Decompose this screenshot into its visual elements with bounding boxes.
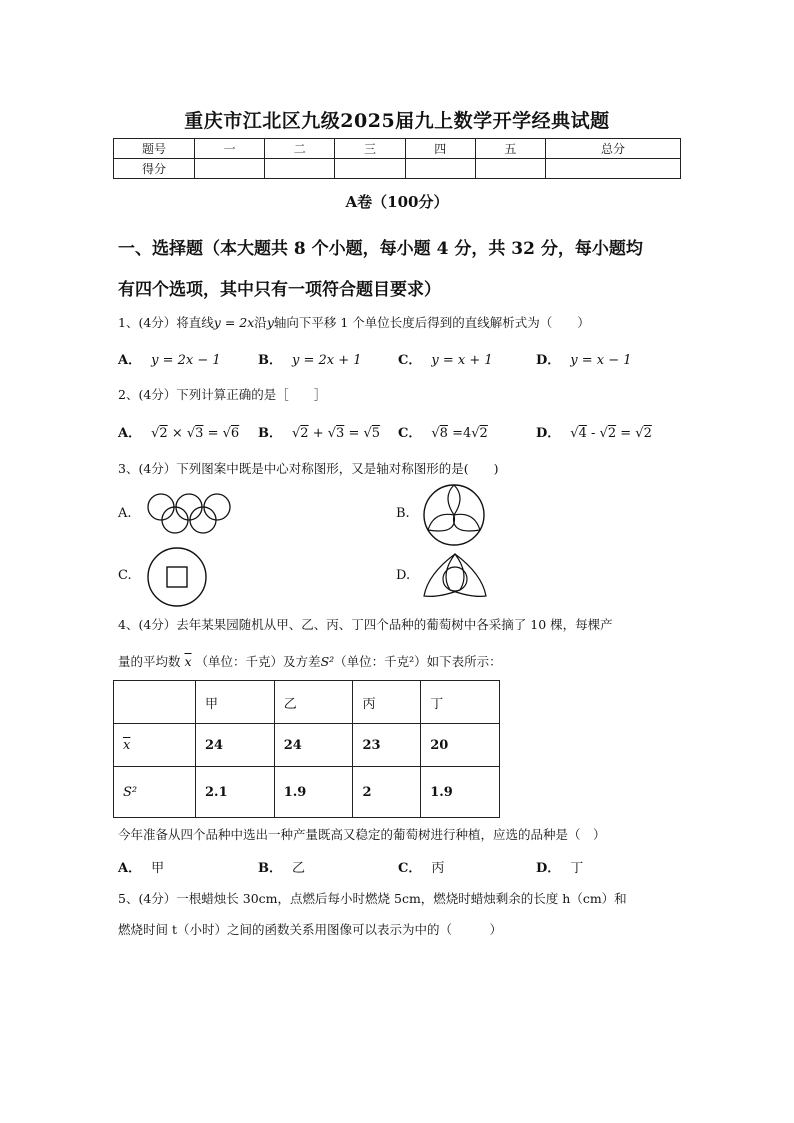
- variance-cell: 1.9: [421, 767, 500, 818]
- question-3: 3、(4分）下列图案中既是中心对称图形，又是轴对称图形的是( ): [118, 461, 499, 476]
- variance-cell: 2.1: [196, 767, 275, 818]
- coin-square-figure: [146, 546, 208, 608]
- q4-option-a[interactable]: A． 甲: [118, 861, 165, 876]
- question-4-prompt: 今年准备从四个品种中选出一种产量既高又稳定的葡萄树进行种植，应选的品种是（ ）: [118, 827, 606, 842]
- question-2: 2、(4分）下列计算正确的是［ ］: [118, 387, 327, 402]
- variance-row-label: S²: [114, 767, 196, 818]
- question-4-line1: 4、(4分）去年某果园随机从甲、乙、丙、丁四个品种的葡萄树中各采摘了 10 棵，每棵产: [118, 617, 613, 632]
- triquetra-figure: [420, 552, 490, 600]
- page-title: 重庆市江北区九级2025届九上数学开学经典试题: [184, 110, 610, 132]
- section-heading-line1: 一、选择题（本大题共 8 个小题，每小题 4 分，共 32 分，每小题均: [118, 239, 643, 259]
- q4-option-d[interactable]: D． 丁: [536, 861, 584, 876]
- table-row: [114, 767, 500, 818]
- data-header-cell: 丁: [421, 681, 500, 724]
- table-row: [114, 724, 500, 767]
- data-header-cell: [114, 681, 196, 724]
- q1-mid: 沿: [254, 315, 267, 330]
- score-header-cell: 二: [265, 139, 335, 159]
- score-cell[interactable]: [335, 159, 405, 179]
- q1-prefix: 1、(4分）将直线: [118, 315, 214, 330]
- table-row: [114, 139, 681, 159]
- mean-cell: 24: [196, 724, 275, 767]
- variety-data-table: [113, 680, 500, 818]
- score-header-cell: 题号: [114, 139, 195, 159]
- data-header-cell: 甲: [196, 681, 275, 724]
- score-cell[interactable]: [195, 159, 265, 179]
- q2-option-c[interactable]: C． √8 =4√2: [398, 426, 488, 441]
- q1-suffix: 轴向下平移 1 个单位长度后得到的直线解析式为（ ）: [273, 315, 590, 330]
- question-5-line1: 5、(4分）一根蜡烛长 30cm，点燃后每小时燃烧 5cm，燃烧时蜡烛剩余的长度 h（cm）和: [118, 891, 627, 906]
- score-header-cell: 四: [405, 139, 475, 159]
- q4-option-b[interactable]: B． 乙: [258, 861, 306, 876]
- q3-option-c-label[interactable]: C.: [118, 568, 132, 583]
- q1-equation: y = 2x: [213, 315, 255, 330]
- score-header-cell: 五: [475, 139, 545, 159]
- three-petal-circle-figure: [422, 483, 486, 547]
- score-header-cell: 三: [335, 139, 405, 159]
- mean-cell: 20: [421, 724, 500, 767]
- score-header-cell: 一: [195, 139, 265, 159]
- mean-row-label: $\overline{x}$: [114, 724, 196, 767]
- question-4-line2: 量的平均数 $\overline{x}$ （单位：千克）及方差S²（单位：千克²）如下表所示：: [118, 654, 502, 669]
- variance-cell: 2: [353, 767, 421, 818]
- data-header-cell: 丙: [353, 681, 421, 724]
- data-header-cell: 乙: [274, 681, 353, 724]
- olympic-rings-figure: [140, 492, 240, 537]
- score-cell[interactable]: [265, 159, 335, 179]
- section-subtitle: A卷（100分）: [345, 193, 449, 211]
- q3-option-b-label[interactable]: B.: [396, 506, 410, 521]
- mean-cell: 24: [274, 724, 353, 767]
- score-cell[interactable]: [475, 159, 545, 179]
- q1-option-a[interactable]: A． y = 2x − 1: [118, 353, 221, 368]
- table-row: [114, 681, 500, 724]
- section-heading-line2: 有四个选项，其中只有一项符合题目要求）: [118, 280, 441, 300]
- q1-option-d[interactable]: D． y = x − 1: [536, 353, 632, 368]
- q3-option-d-label[interactable]: D.: [396, 568, 411, 583]
- q1-option-c[interactable]: C． y = x + 1: [398, 353, 493, 368]
- q2-option-a[interactable]: A． √2 × √3 = √6: [118, 426, 240, 441]
- q4-option-c[interactable]: C． 丙: [398, 861, 445, 876]
- q1-option-b[interactable]: B． y = 2x + 1: [258, 353, 362, 368]
- score-table: [113, 138, 681, 179]
- variance-cell: 1.9: [274, 767, 353, 818]
- table-row: [114, 159, 681, 179]
- question-5-line2: 燃烧时间 t（小时）之间的函数关系用图像可以表示为中的（ ）: [118, 922, 502, 937]
- q1-var: y: [266, 315, 274, 330]
- q2-option-b[interactable]: B． √2 + √3 = √5: [258, 426, 381, 441]
- q3-option-a-label[interactable]: A.: [118, 506, 132, 521]
- score-cell[interactable]: [405, 159, 475, 179]
- score-header-cell: 总分: [546, 139, 681, 159]
- mean-cell: 23: [353, 724, 421, 767]
- score-row-label: 得分: [114, 159, 195, 179]
- score-cell[interactable]: [546, 159, 681, 179]
- question-1: [118, 313, 590, 331]
- q2-option-d[interactable]: D． √4 - √2 = √2: [536, 426, 652, 441]
